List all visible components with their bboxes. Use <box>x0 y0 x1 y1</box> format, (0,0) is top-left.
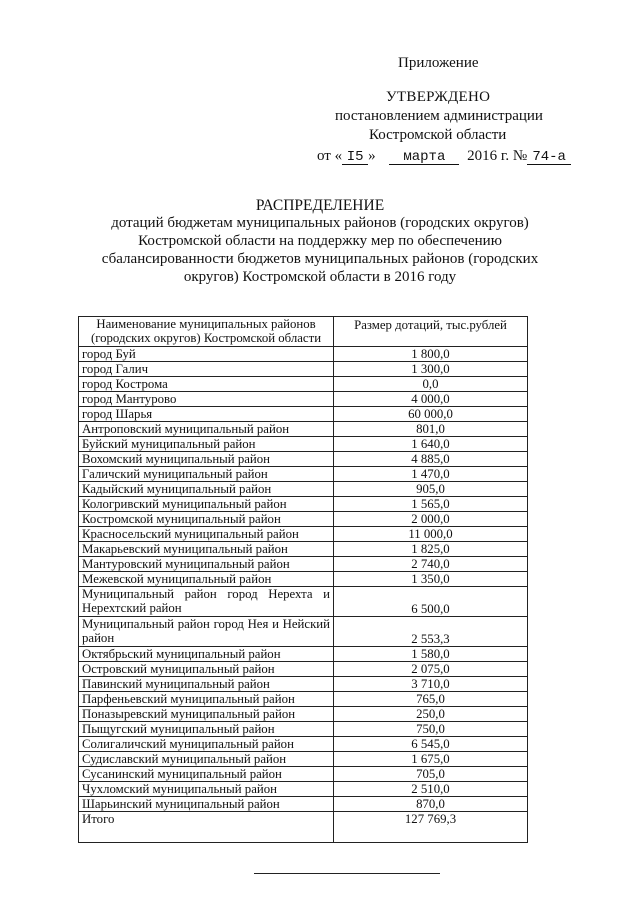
subtitle-line-4: округов) Костромской области в 2016 году <box>183 269 457 285</box>
subsidy-value: 11 000,0 <box>334 527 528 542</box>
subsidy-value: 2 075,0 <box>334 662 528 677</box>
table-row <box>79 737 528 752</box>
table-row <box>79 482 528 497</box>
subsidy-value: 6 500,0 <box>334 587 528 617</box>
document-title: РАСПРЕДЕЛЕНИЕ <box>255 197 385 214</box>
subtitle-line-1: дотаций бюджетам муниципальных районов (городских округов) <box>111 215 529 231</box>
total-label: Итого <box>79 812 334 843</box>
total-value: 127 769,3 <box>334 812 528 843</box>
district-name: город Мантурово <box>79 392 334 407</box>
appendix-label: Приложение <box>398 55 479 71</box>
approved-line-2: Костромской области <box>369 127 507 143</box>
subsidy-value: 1 675,0 <box>334 752 528 767</box>
table-row <box>79 377 528 392</box>
table-row <box>79 572 528 587</box>
table-row <box>79 767 528 782</box>
table-row <box>79 722 528 737</box>
district-name: Мантуровский муниципальный район <box>79 557 334 572</box>
approved-line-1: постановлением администрации <box>335 108 543 124</box>
approved-label: УТВЕРЖДЕНО <box>386 89 491 105</box>
subsidy-value: 0,0 <box>334 377 528 392</box>
decree-number: 74-а <box>527 150 571 165</box>
table-row <box>79 557 528 572</box>
decree-prefix: от « <box>317 148 343 164</box>
subsidy-value: 4 885,0 <box>334 452 528 467</box>
district-name: Красносельский муниципальный район <box>79 527 334 542</box>
subsidy-value: 2 510,0 <box>334 782 528 797</box>
district-name: Макарьевский муниципальный район <box>79 542 334 557</box>
subsidy-value: 1 350,0 <box>334 572 528 587</box>
decree-day: I5 <box>342 150 368 165</box>
district-name: Муниципальный район город Нерехта и Нерехтский район <box>79 587 334 617</box>
subsidy-value: 870,0 <box>334 797 528 812</box>
table-row <box>79 647 528 662</box>
decree-mid: » <box>368 148 376 164</box>
district-name: Кологривский муниципальный район <box>79 497 334 512</box>
table-header-row <box>79 317 528 347</box>
district-name: Костромской муниципальный район <box>79 512 334 527</box>
district-name: Кадыйский муниципальный район <box>79 482 334 497</box>
table-row <box>79 527 528 542</box>
subsidy-value: 801,0 <box>334 422 528 437</box>
table-row <box>79 452 528 467</box>
table-row <box>79 347 528 362</box>
district-name: Поназыревский муниципальный район <box>79 707 334 722</box>
district-name: Октябрьский муниципальный район <box>79 647 334 662</box>
table-row <box>79 407 528 422</box>
district-name: Судиславский муниципальный район <box>79 752 334 767</box>
table-row <box>79 752 528 767</box>
district-name: Межевской муниципальный район <box>79 572 334 587</box>
subtitle-line-2: Костромской области на поддержку мер по обеспечению <box>138 233 502 249</box>
district-name: Муниципальный район город Нея и Нейский район <box>79 617 334 647</box>
subsidy-value: 765,0 <box>334 692 528 707</box>
bottom-divider <box>254 873 440 874</box>
subsidy-value: 1 825,0 <box>334 542 528 557</box>
subsidy-value: 4 000,0 <box>334 392 528 407</box>
subsidy-table <box>78 316 528 843</box>
decree-year: 2016 г. № <box>467 148 528 164</box>
subsidy-value: 250,0 <box>334 707 528 722</box>
district-name: Парфеньевский муниципальный район <box>79 692 334 707</box>
subsidy-value: 3 710,0 <box>334 677 528 692</box>
subsidy-value: 1 470,0 <box>334 467 528 482</box>
subsidy-value: 1 580,0 <box>334 647 528 662</box>
column-header-name: Наименование муниципальных районов (городских округов) Костромской области <box>79 317 334 347</box>
subsidy-value: 1 800,0 <box>334 347 528 362</box>
district-name: город Буй <box>79 347 334 362</box>
subsidy-value: 1 640,0 <box>334 437 528 452</box>
subsidy-value: 60 000,0 <box>334 407 528 422</box>
district-name: Вохомский муниципальный район <box>79 452 334 467</box>
table-row <box>79 692 528 707</box>
subsidy-value: 905,0 <box>334 482 528 497</box>
district-name: Галичский муниципальный район <box>79 467 334 482</box>
table-row <box>79 497 528 512</box>
district-name: Сусанинский муниципальный район <box>79 767 334 782</box>
table-row <box>79 392 528 407</box>
column-header-value: Размер дотаций, тыс.рублей <box>334 317 528 347</box>
subsidy-value: 1 300,0 <box>334 362 528 377</box>
table-row <box>79 782 528 797</box>
table-row <box>79 542 528 557</box>
table-row <box>79 422 528 437</box>
subsidy-value: 2 000,0 <box>334 512 528 527</box>
table-row <box>79 707 528 722</box>
table-total-row <box>79 812 528 843</box>
table-row <box>79 362 528 377</box>
table-row <box>79 587 528 617</box>
district-name: Солигаличский муниципальный район <box>79 737 334 752</box>
district-name: Антроповский муниципальный район <box>79 422 334 437</box>
district-name: Пыщугский муниципальный район <box>79 722 334 737</box>
district-name: Шарьинский муниципальный район <box>79 797 334 812</box>
district-name: город Галич <box>79 362 334 377</box>
table-row <box>79 617 528 647</box>
district-name: город Кострома <box>79 377 334 392</box>
decree-month: марта <box>389 150 459 165</box>
district-name: Чухломский муниципальный район <box>79 782 334 797</box>
subsidy-value: 705,0 <box>334 767 528 782</box>
subtitle-line-3: сбалансированности бюджетов муниципальных районов (городских <box>101 251 539 267</box>
table-row <box>79 437 528 452</box>
district-name: Павинский муниципальный район <box>79 677 334 692</box>
district-name: город Шарья <box>79 407 334 422</box>
district-name: Буйский муниципальный район <box>79 437 334 452</box>
district-name: Островский муниципальный район <box>79 662 334 677</box>
subsidy-value: 2 553,3 <box>334 617 528 647</box>
subsidy-value: 750,0 <box>334 722 528 737</box>
table-row <box>79 797 528 812</box>
table-row <box>79 467 528 482</box>
subsidy-value: 6 545,0 <box>334 737 528 752</box>
table-row <box>79 677 528 692</box>
subsidy-value: 1 565,0 <box>334 497 528 512</box>
subsidy-value: 2 740,0 <box>334 557 528 572</box>
table-row <box>79 662 528 677</box>
table-row <box>79 512 528 527</box>
decree-line <box>317 148 571 165</box>
